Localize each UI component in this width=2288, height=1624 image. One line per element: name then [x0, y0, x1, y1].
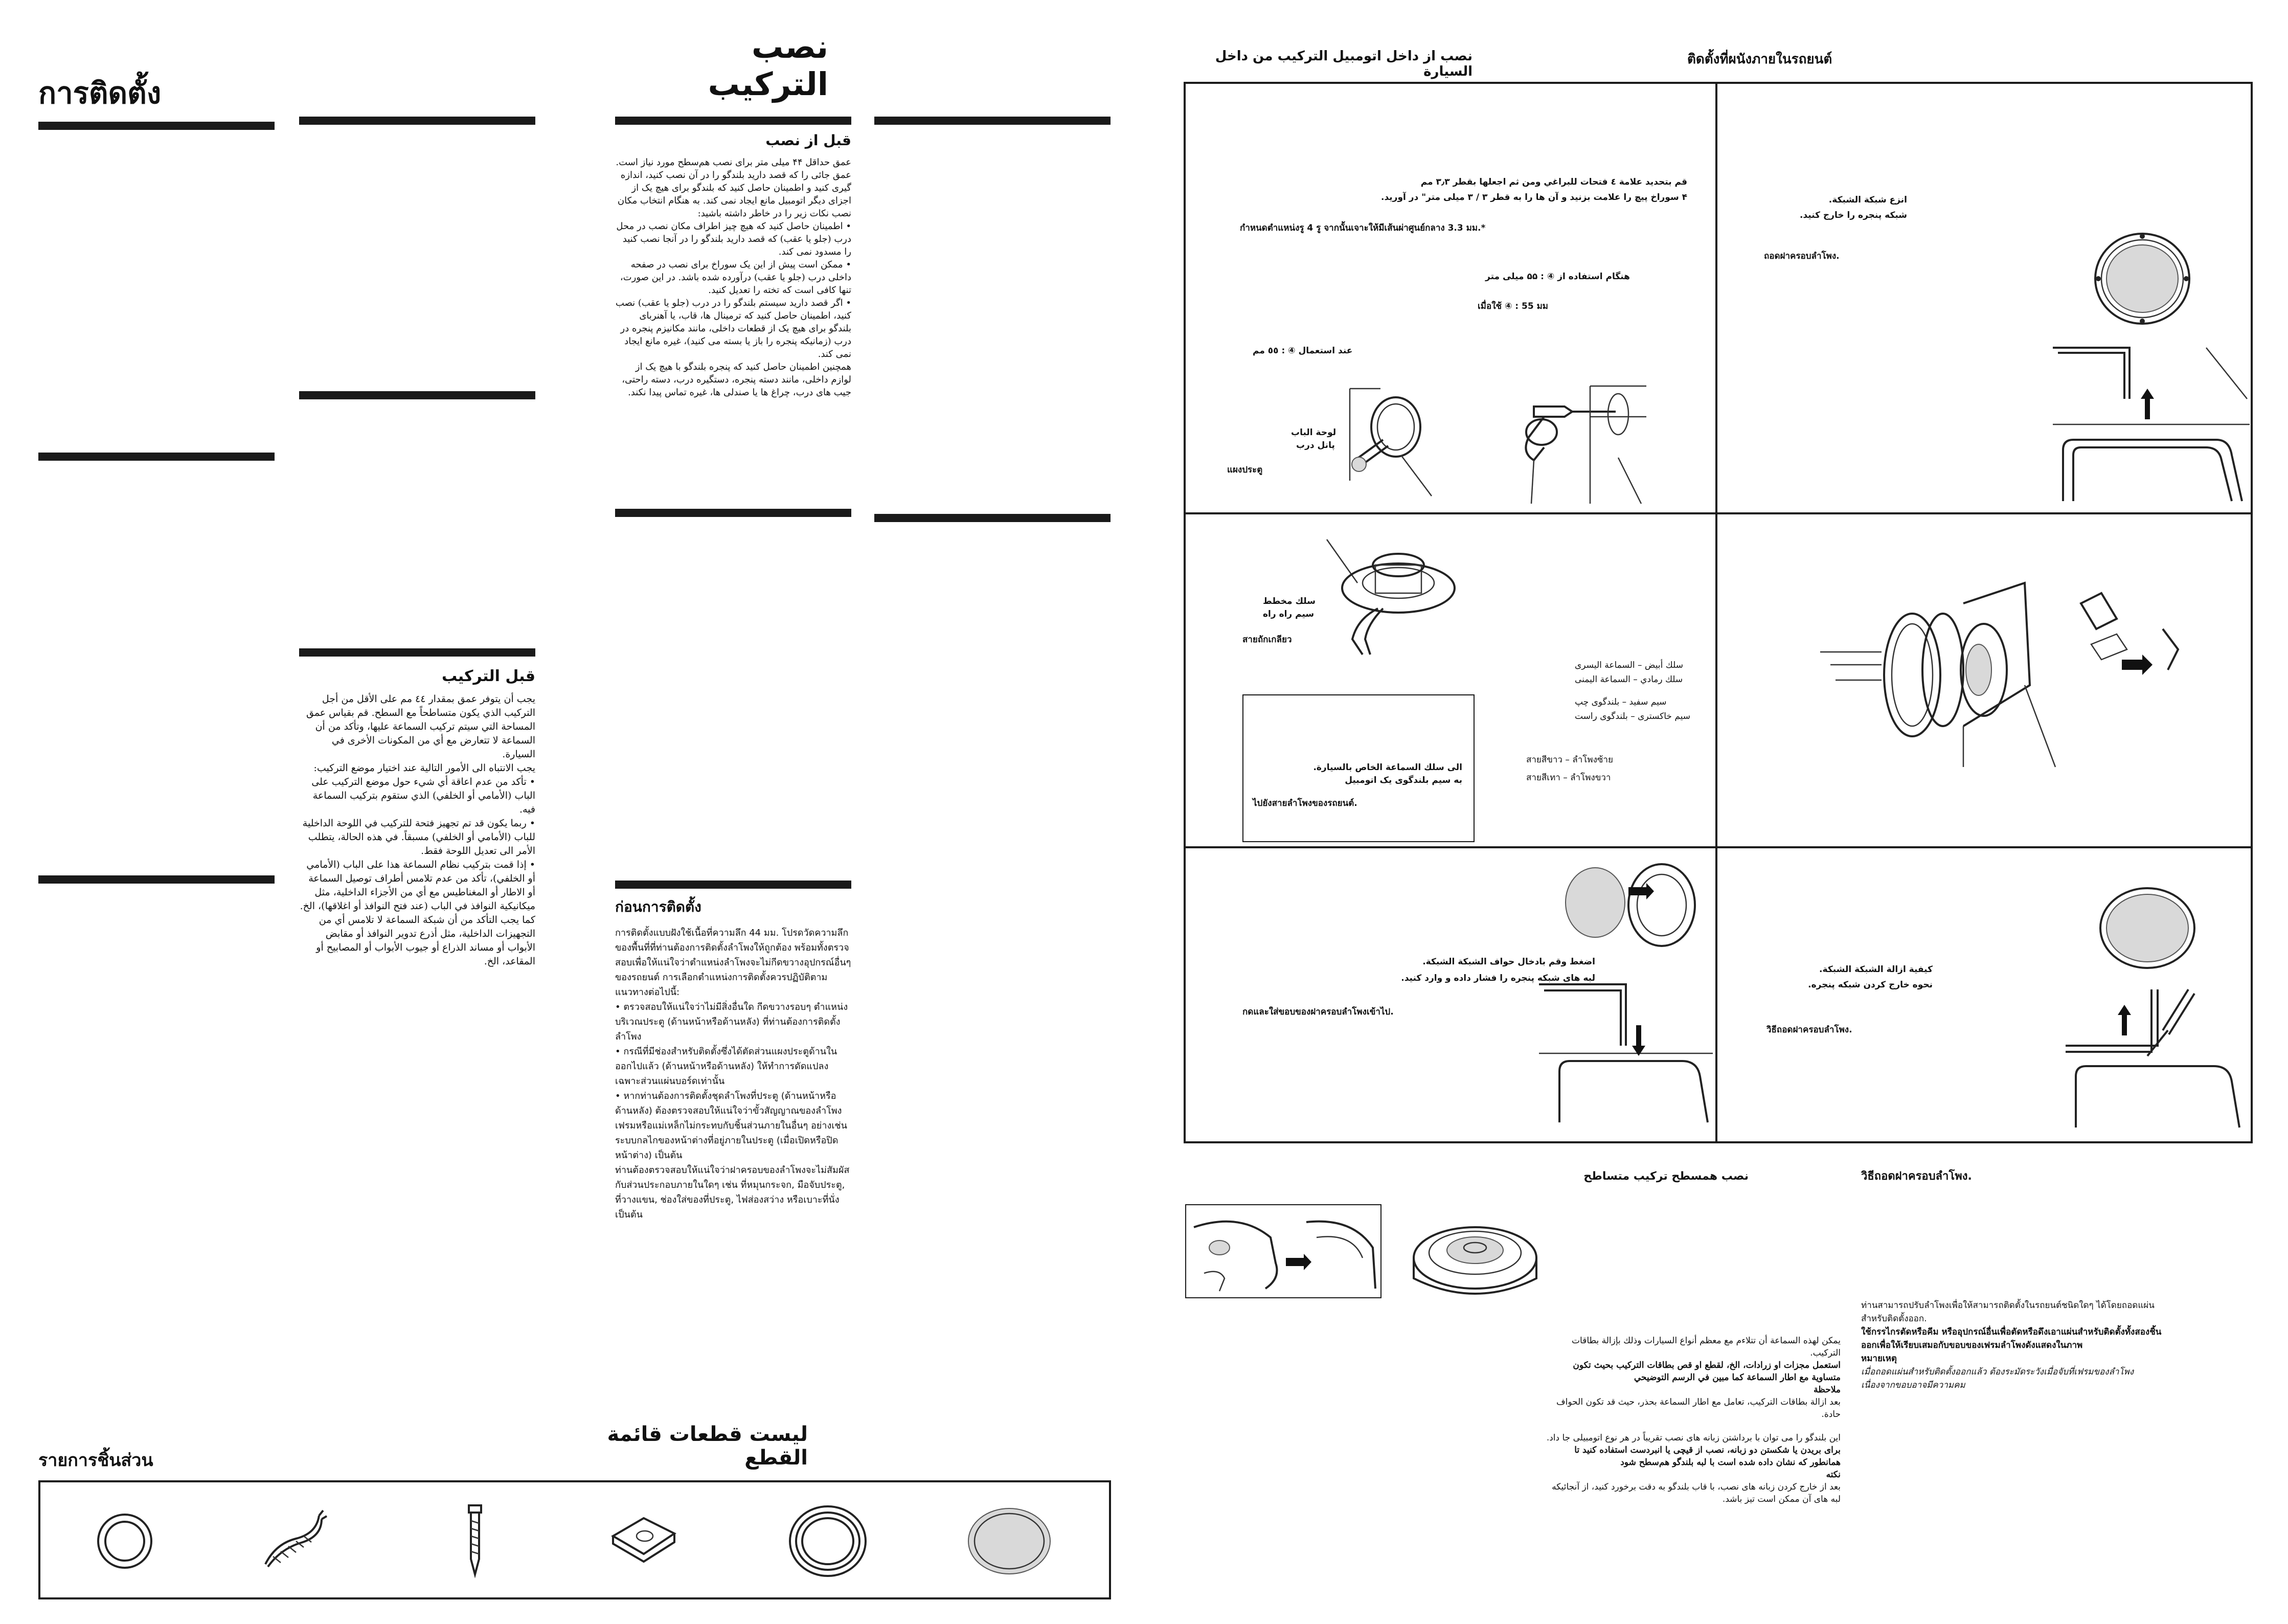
rule — [299, 648, 535, 657]
wire-stripe-th: สายถักเกลียว — [1242, 635, 1292, 645]
panel1-persian: ۴ سوراخ پیچ را علامت بزنید و آن ها را به قطر ۳ / ۳ میلی متر" در آورید. — [1381, 192, 1687, 202]
wire-stripe-ar: سلك مخطط — [1263, 596, 1316, 606]
header-persian-arabic: نصب از داخل اتومبیل التركيب من داخل السيارة — [1215, 49, 1473, 79]
door-section-insert — [1539, 974, 1713, 1125]
flush-text-ar-fa — [1544, 1335, 1841, 1505]
car-wire-fa: به سیم بلندگوی یک اتومبیل — [1345, 775, 1462, 785]
header-thai: ติดตั้งที่ผนังภายในรถยนต์ — [1687, 52, 1832, 67]
panel6-th: วิธีถอดฝาครอบลำโพง. — [1766, 1025, 1852, 1035]
speaker-back-illustration — [1327, 532, 1460, 660]
paragraph: بعد از خارج کردن زبانه های نصب، با قاب بلندگو به دقت برخورد کنید، از آنجائیکه لبه های آن ممکن است تیز باشد. — [1552, 1482, 1841, 1504]
note-heading: หมายเหตุ — [1861, 1354, 1897, 1364]
panel5-th: กดและใส่ขอบของฝาครอบลำโพงเข้าไป. — [1242, 1007, 1394, 1017]
panel2-title-th: ถอดฝาครอบลำโพง. — [1764, 251, 1840, 261]
note-heading: نکته — [1826, 1470, 1841, 1480]
paragraph: • หากท่านต้องการติดตั้งชุดลำโพงที่ประตู (ด้านหน้าหรือด้านหลัง) ต้องตรวจสอบให้แน่ใจว่าขั้วสัญญาณของลำโพง เฟรมหรือแม่เหล็กไม่กระทบกับชิ้นส่วนภายในอื่นๆ อย่างเช่น ระบบกลไกของหน้าต่างที่อยู่ภายในประตู (เมื่อเปิดหรือปิดหน้าต่าง) เป็นต้น — [615, 1091, 847, 1161]
rule — [615, 117, 851, 125]
panel1-thai-when: เมื่อใช้ ④ : 55 มม — [1478, 301, 1549, 311]
paragraph: • اطمینان حاصل کنید که هیچ چیز اطراف مکان نصب در محل درب (جلو یا عقب) که قصد دارید بلندگو را در آنجا نصب کنید را مسدود نمی کند. — [616, 221, 851, 257]
flush-trim-illustration — [1189, 1207, 1547, 1309]
panel2-title-ar: انزع شبكة الشبكة. — [1828, 195, 1907, 205]
paragraph: يجب الانتباه الى الأمور التالية عند اختيار موضع التركيب: — [313, 762, 535, 774]
cord-bundle-icon — [255, 1508, 327, 1574]
note-heading: ملاحظة — [1814, 1385, 1841, 1395]
wire-white-fa: سیم سفید – بلندگوی چپ — [1575, 697, 1667, 707]
rule — [299, 391, 535, 399]
panel5-ar: اضغط وقم بادخال حواف الشبكة الشبكة. — [1422, 957, 1595, 967]
ring-template-illustration — [1340, 378, 1437, 496]
persian-page-title: نصب التركيب — [708, 28, 828, 103]
paragraph: استعمل مجزات او زرادات، الخ، لقطع او قص بطاقات التركيب بحيث تكون متساوية مع اطار السماعة كما مبين في الرسم التوضيحي — [1573, 1360, 1841, 1383]
panel1-arabic-when: عند استعمال ④ : ٥٥ مم — [1253, 346, 1353, 356]
grid-divider-row2 — [1184, 846, 2251, 848]
car-wire-ar: الى سلك السماعة الخاص بالسيارة. — [1313, 762, 1462, 773]
section-heading: ก่อนการติดตั้ง — [615, 898, 701, 915]
paragraph: • إذا قمت بتركيب نظام السماعة هذا على الباب (الأمامي أو الخلفي)، تأكد من عدم تلامس أطراف توصيل السماعة أو الاطار أو المغناطيس مع أي من الأجزاء الداخلية، مثل ميكانيكية النوافذ في الباب (عند فتح النوافذ أو اغلاقها)، الخ. — [300, 859, 535, 912]
paragraph: • ربما يكون قد تم تجهيز فتحة للتركيب في اللوحة الداخلية للباب (الأمامي أو الخلفي) مسبقاً. في هذه الحالة، يتطلب الأمر الى تعديل اللوحة فقط. — [302, 818, 535, 856]
drill-illustration — [1513, 376, 1646, 509]
grid-divider-vertical — [1715, 82, 1717, 1141]
grille-illustration — [2091, 230, 2193, 327]
wire-gray-th: สายสีเทา – ลำโพงขวา — [1526, 773, 1611, 783]
thai-page-title: การติดตั้ง — [38, 76, 162, 110]
paragraph: يمكن لهذه السماعة أن تتلاءم مع معظم أنواع السيارات وذلك بإزالة بطاقات التركيب. — [1572, 1336, 1841, 1358]
paragraph: • ممکن است پیش از این یک سوراخ برای نصب در صفحه داخلی درب (جلو یا عقب) درآورده شده باشد. در این صورت، تنها کافی است که تخته را تعدیل کنید. — [620, 259, 851, 296]
panel6-ar: كيفية ازالة الشبكة الشبكة. — [1819, 964, 1933, 975]
screw-icon — [460, 1503, 490, 1580]
panel2-title-fa: شبكه پنجره را خارج كنيد. — [1799, 210, 1907, 220]
persian-before-section — [615, 132, 851, 399]
paragraph: عمق حداقل ۴۴ میلی متر برای نصب هم‌سطح مورد نیاز است. عمق جائی را که قصد دارید بلندگو را در آن نصب کنید، اندازه گیری کنید و اطمینان حاصل کنید که بلندگو برای هیچ یک از اجزای دیگر اتومبیل مانع ایجاد نمی کند. به هنگام انتخاب مکان نصب نکات زیر را در خاطر داشته باشید: — [616, 157, 851, 219]
flush-thai-heading: วิธีถอดฝาครอบลำโพง. — [1861, 1170, 1972, 1183]
wire-white-th: สายสีขาว – ลำโพงซ้าย — [1526, 755, 1613, 765]
paragraph: این بلندگو را می توان با برداشتن زبانه های نصب تقریباً در هر نوع اتومبیلی جا داد. — [1546, 1433, 1841, 1443]
paragraph: بعد ازالة بطاقات التركيب، تعامل مع اطار السماعة بحذر، حيث قد تكون الحواف حادة. — [1556, 1397, 1841, 1419]
paragraph: يجب أن يتوفر عمق بمقدار ٤٤ مم على الأقل من أجل التركيب الذي يكون متساطحاً مع السطح. قم بقياس عمق المساحة التي سيتم تركيب السماعة عليها، وتأكد من أن السماعة لا تتعارض مع أي من المكونات الأخرى في السيارة. — [306, 693, 535, 760]
door-panel-label-th: แผงประตู — [1227, 465, 1263, 475]
wire-gray-fa: سیم خاکستری – بلندگوی راست — [1575, 711, 1691, 721]
wire-white-ar: سلك أبيض – السماعة اليسرى — [1575, 660, 1683, 670]
paragraph: كما يجب التأكد من أن شبكة السماعة لا تلامس أي من التجهيزات الداخلية، مثل أذرع تدوير النوافذ أو مقابض الأبواب أو مساند الذراع أو جيوب الأبواب أو المصابيح أو المقاعد، الخ. — [316, 914, 535, 967]
door-section-pull — [2053, 337, 2250, 506]
arabic-parts-heading: ليست قطعات قائمة القطع — [607, 1423, 808, 1470]
thai-parts-heading: รายการชิ้นส่วน — [38, 1450, 153, 1471]
speaker-grille-icon — [966, 1505, 1053, 1577]
car-wire-th: ไปยังสายลำโพงของรถยนต์. — [1253, 798, 1357, 808]
paragraph: การติดตั้งแบบฝังใช้เนื้อที่ความลึก 44 มม. โปรดวัดความลึกของพื้นที่ที่ท่านต้องการติดตั้งลำโพงให้ถูกต้อง พร้อมทั้งตรวจสอบเพื่อให้แน่ใจว่าตำแหน่งลำโพงจะไม่กีดขวางอุปกรณ์อื่นๆ ของรถยนต์ การเลือกตำแหน่งการติดตั้งควรปฏิบัติตามแนวทางต่อไปนี้: — [615, 928, 851, 998]
panel6-fa: نحوه خارج کردن شبکه پنجره. — [1808, 980, 1933, 990]
panel5-fa: لبه های شبکه پنجره را فشار داده و وارد کنید. — [1401, 973, 1595, 983]
paragraph: • ตรวจสอบให้แน่ใจว่าไม่มีสิ่งอื่นใด กีดขวางรอบๆ ตำแหน่งบริเวณประตู (ด้านหน้าหรือด้านหลัง) ที่ท่านต้องการติดตั้งลำโพง — [615, 1002, 848, 1042]
wire-gray-ar: سلك رمادي – السماعة اليمنى — [1575, 674, 1683, 685]
thai-before-section — [615, 896, 851, 1222]
rule — [38, 453, 275, 461]
paragraph: ท่านต้องตรวจสอบให้แน่ใจว่าฝาครอบของลำโพงจะไม่สัมผัสกับส่วนประกอบภายในใดๆ เช่น ที่หมุนกระจก, มือจับประตู, ที่วางแขน, ช่องใส่ของที่ประตู, ไฟส่องสว่าง หรือเบาะที่นั่ง เป็นต้น — [615, 1165, 850, 1220]
rule — [874, 514, 1111, 522]
parts-list-box — [38, 1480, 1111, 1599]
paragraph: همچنین اطمینان حاصل کنید که پنجره بلندگو با هیچ یک از لوازم داخلی، مانند دسته پنجره، دستگیره درب، دسته راحتی، جیب های درب، چراغ ها یا صندلی ها، غیره تماس پیدا نکند. — [622, 362, 851, 398]
door-panel-label-fa: لوحة الباب — [1291, 427, 1336, 438]
panel1-thai: กำหนดตำแหน่งรู 4 รู จากนั้นเจาะให้มีเส้นผ่าศูนย์กลาง 3.3 มม.* — [1240, 223, 1486, 233]
panel1-arabic: قم بتحديد علامة ٤ فتحات للبراغي ومن ثم اجعلها بقطر ٣٫٣ مم — [1420, 177, 1687, 187]
paragraph: ท่านสามารถปรับลำโพงเพื่อให้สามารถติดตั้งในรถยนต์ชนิดใดๆ ได้โดยถอดแผ่นสำหรับติดตั้งออก. — [1861, 1300, 2155, 1324]
arabic-before-section — [299, 667, 535, 968]
exploded-assembly-illustration — [1810, 573, 2178, 767]
rule — [615, 881, 851, 889]
rule — [38, 122, 275, 130]
rule — [615, 509, 851, 517]
paragraph: ใช้กรรไกรตัดหรือคีม หรืออุปกรณ์อื่นเพื่อตัดหรือดึงเอาแผ่นสำหรับติดตั้งทั้งสองชิ้นออกเพื่อให้เรียบเสมอกับขอบของเฟรมลำโพงดังแสดงในภาพ — [1861, 1327, 2162, 1350]
section-heading: قبل التركيب — [441, 667, 535, 685]
wire-stripe-fa: سیم راه راه — [1263, 609, 1315, 619]
grid-divider-row1 — [1184, 512, 2251, 514]
screwdriver-illustration — [2060, 974, 2250, 1127]
flush-heading: نصب همسطح تركيب متساطح — [1583, 1170, 1749, 1183]
paragraph: • اگر قصد دارید سیستم بلندگو را در درب (جلو یا عقب) نصب کنید، اطمینان حاصل کنید که ترمینال ها، قاب، یا آهنربای بلندگو برای هیچ یک از قطعات داخلی، مانند مکانیزم پنجره در درب (زمانیکه پنجره را باز یا بسته می کنید)، غیره مانع ایجاد نمی کند. — [615, 298, 851, 359]
panel1-persian-when: هنگام استفاده از ④ : ۵۵ میلی متر — [1485, 272, 1630, 282]
rule — [874, 117, 1111, 125]
paragraph: • กรณีที่มีช่องสำหรับติดตั้งซึ่งได้ตัดส่วนแผงประตูด้านในออกไปแล้ว (ด้านหน้าหรือด้านหลัง) ให้ทำการดัดแปลงเฉพาะส่วนแผ่นบอร์ดเท่านั้น — [615, 1046, 837, 1087]
paragraph: เมื่อถอดแผ่นสำหรับติดตั้งออกแล้ว ต้องระมัดระวังเมื่อจับที่เฟรมของลำโพง เนื่องจากขอบอาจมีความคม — [1861, 1367, 2134, 1390]
paragraph: برای بریدن یا شکستن دو زبانه، نصب از قیچی یا انبردست استفاده کنید تا همانطور که نشان داده شده است با لبه بلندگو هم‌سطح شود — [1574, 1445, 1841, 1468]
door-panel-label-ar: پانل درب — [1296, 440, 1335, 450]
rule — [38, 875, 275, 884]
speaker-ring-icon — [94, 1510, 155, 1572]
mounting-ring-icon — [787, 1503, 869, 1580]
grille-press-illustration — [1559, 862, 1708, 949]
rule — [299, 117, 535, 125]
grille-cover-illustration — [2096, 885, 2199, 972]
clip-bracket-icon — [608, 1510, 679, 1572]
paragraph: • تأكد من عدم اعاقة أي شيء حول موضع التركيب على الباب (الأمامي أو الخلفي) الذي ستقوم بتركيب السماعة فيه. — [311, 776, 535, 815]
section-heading: قبل از نصب — [765, 132, 851, 149]
flush-text-thai — [1861, 1299, 2168, 1392]
